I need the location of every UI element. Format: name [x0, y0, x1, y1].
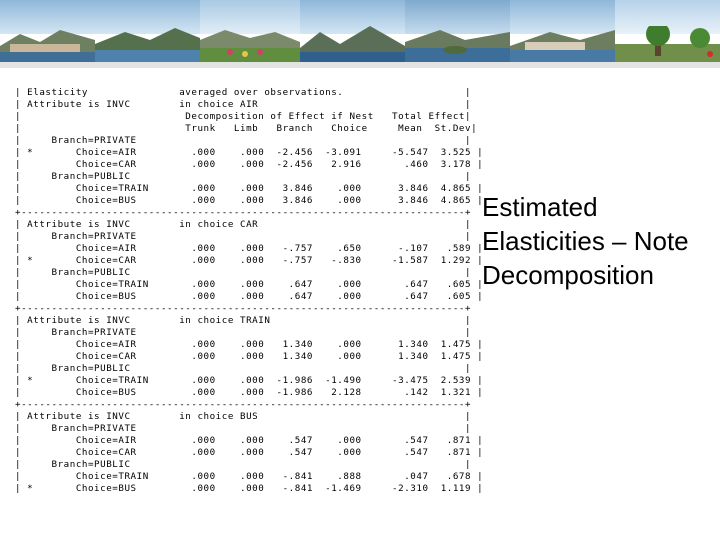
output-line: | Choice=CAR .000 .000 .547 .000 .547 .871 |	[15, 447, 484, 458]
output-line: | Branch=PRIVATE |	[15, 231, 472, 242]
output-line: | Elasticity averaged over observations. |	[15, 87, 472, 98]
output-line: | Attribute is INVC in choice BUS |	[15, 411, 472, 422]
output-line: | Choice=TRAIN .000 .000 .647 .000 .647 .605 |	[15, 279, 484, 290]
output-line: | Choice=BUS .000 .000 3.846 .000 3.846 4.865 |	[15, 195, 484, 206]
output-line: | Decomposition of Effect if Nest Total Effect|	[15, 111, 472, 122]
output-line: | * Choice=AIR .000 .000 -2.456 -3.091 -5.547 3.525 |	[15, 147, 484, 158]
lake-island-photo	[405, 0, 510, 62]
lakeside-gardens-photo	[200, 0, 300, 62]
output-line: | Choice=AIR .000 .000 -.757 .650 -.107 .589 |	[15, 243, 484, 254]
output-line: | Branch=PUBLIC |	[15, 459, 472, 470]
output-line: +-------------------------------------------------------------------------+	[15, 399, 472, 410]
lake-hills-photo	[95, 0, 200, 62]
slide-title: Estimated Elasticities – Note Decomposition	[482, 192, 689, 290]
output-line: | Branch=PRIVATE |	[15, 327, 472, 338]
banner-divider	[0, 62, 720, 68]
output-line: | Attribute is INVC in choice AIR |	[15, 99, 472, 110]
elasticity-output-table	[15, 87, 483, 495]
output-line: | Branch=PUBLIC |	[15, 171, 472, 182]
mountain-lake-photo	[300, 0, 405, 62]
output-line: | Branch=PUBLIC |	[15, 267, 472, 278]
output-line: | Choice=BUS .000 .000 .647 .000 .647 .605 |	[15, 291, 484, 302]
output-line: | Choice=TRAIN .000 .000 -.841 .888 .047 .678 |	[15, 471, 484, 482]
lake-town-photo	[0, 0, 95, 62]
output-line: | * Choice=TRAIN .000 .000 -1.986 -1.490 -3.475 2.539 |	[15, 375, 484, 386]
output-line: +-------------------------------------------------------------------------+	[15, 207, 472, 218]
output-line: | Choice=BUS .000 .000 -1.986 2.128 .142 1.321 |	[15, 387, 484, 398]
output-line: | Choice=CAR .000 .000 1.340 .000 1.340 1.475 |	[15, 351, 484, 362]
output-line: | Choice=TRAIN .000 .000 3.846 .000 3.846 4.865 |	[15, 183, 484, 194]
output-line: | Branch=PUBLIC |	[15, 363, 472, 374]
output-line: | Attribute is INVC in choice TRAIN |	[15, 315, 472, 326]
village-shore-photo	[510, 0, 615, 62]
output-line: | Choice=AIR .000 .000 1.340 .000 1.340 1.475 |	[15, 339, 484, 350]
output-line: | Trunk Limb Branch Choice Mean St.Dev|	[15, 123, 478, 134]
promenade-trees-photo	[615, 0, 720, 62]
output-line: | Choice=AIR .000 .000 .547 .000 .547 .871 |	[15, 435, 484, 446]
output-line: | * Choice=CAR .000 .000 -.757 -.830 -1.587 1.292 |	[15, 255, 484, 266]
output-line: | Choice=CAR .000 .000 -2.456 2.916 .460 3.178 |	[15, 159, 484, 170]
output-line: | Branch=PRIVATE |	[15, 135, 472, 146]
output-line: | * Choice=BUS .000 .000 -.841 -1.469 -2.310 1.119 |	[15, 483, 484, 494]
output-line: | Branch=PRIVATE |	[15, 423, 472, 434]
output-line: | Attribute is INVC in choice CAR |	[15, 219, 472, 230]
output-line: +-------------------------------------------------------------------------+	[15, 303, 472, 314]
photo-banner	[0, 0, 720, 62]
